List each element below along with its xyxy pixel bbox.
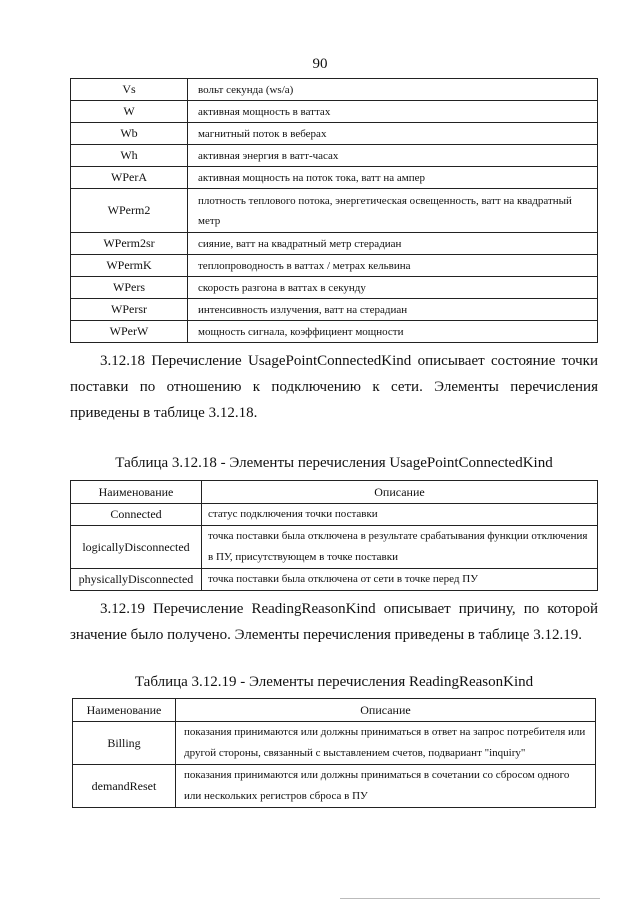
table-row (71, 255, 598, 277)
paragraph-3-12-19 (70, 596, 598, 648)
enum-description: показания принимаются или должны приниматься в ответ на запрос потребителя или другой стороны, связанный с выставлением счетов, подвариант "inquiry" (176, 722, 596, 765)
unit-description: сияние, ватт на квадратный метр стерадиан (188, 233, 598, 255)
table-row (73, 765, 596, 808)
table-row (71, 321, 598, 343)
table-row (71, 145, 598, 167)
unit-description: активная энергия в ватт-часах (188, 145, 598, 167)
unit-name: WPerA (71, 167, 188, 189)
unit-name: Wh (71, 145, 188, 167)
unit-name: W (71, 101, 188, 123)
column-header-description: Описание (176, 699, 596, 722)
unit-description: активная мощность на поток тока, ватт на ампер (188, 167, 598, 189)
table-row (71, 79, 598, 101)
unit-name: WPerm2 (71, 189, 188, 233)
table-row (71, 569, 598, 591)
enum-description: точка поставки была отключена в результате срабатывания функции отключения в ПУ, присутствующем в точке поставки (202, 526, 598, 569)
table-header-row (73, 699, 596, 722)
table-row (71, 189, 598, 233)
unit-name: Wb (71, 123, 188, 145)
paragraph-text: 3.12.19 Перечисление ReadingReasonKind описывает причину, по которой значение было получено. Элементы перечисления приведены в таблице 3.12.19. (70, 601, 598, 643)
enum-name: demandReset (73, 765, 176, 808)
unit-description: вольт секунда (ws/a) (188, 79, 598, 101)
table-caption-3-12-18: Таблица 3.12.18 - Элементы перечисления UsagePointConnectedKind (115, 455, 553, 471)
unit-name: WPers (71, 277, 188, 299)
table-row (71, 167, 598, 189)
enum-name: logicallyDisconnected (71, 526, 202, 569)
unit-description: теплопроводность в ваттах / метрах кельвина (188, 255, 598, 277)
table-row (71, 101, 598, 123)
unit-description: магнитный поток в веберах (188, 123, 598, 145)
unit-description: интенсивность излучения, ватт на стерадиан (188, 299, 598, 321)
enum-description: статус подключения точки поставки (202, 504, 598, 526)
table-row (71, 526, 598, 569)
column-header-name: Наименование (73, 699, 176, 722)
unit-name: WPerW (71, 321, 188, 343)
paragraph-3-12-18 (70, 348, 598, 426)
unit-name: WPersr (71, 299, 188, 321)
unit-name: WPermK (71, 255, 188, 277)
table-row (71, 299, 598, 321)
unit-description: мощность сигнала, коэффициент мощности (188, 321, 598, 343)
enum-name: physicallyDisconnected (71, 569, 202, 591)
table-row (73, 722, 596, 765)
column-header-name: Наименование (71, 481, 202, 504)
unit-description: плотность теплового потока, энергетическая освещенность, ватт на квадратный метр (188, 189, 598, 233)
column-header-description: Описание (202, 481, 598, 504)
enum-name: Connected (71, 504, 202, 526)
table-row (71, 277, 598, 299)
unit-name: Vs (71, 79, 188, 101)
table-row (71, 504, 598, 526)
paragraph-text: 3.12.18 Перечисление UsagePointConnectedKind описывает состояние точки поставки по отношению к подключению к сети. Элементы перечисления приведены в таблице 3.12.18. (70, 353, 598, 421)
table-row (71, 123, 598, 145)
enum-description: показания принимаются или должны приниматься в сочетании со сбросом одного или нескольких регистров сброса в ПУ (176, 765, 596, 808)
units-table (70, 78, 598, 343)
page-number: 90 (312, 56, 328, 72)
table-caption-3-12-19: Таблица 3.12.19 - Элементы перечисления ReadingReasonKind (134, 674, 534, 690)
unit-description: активная мощность в ваттах (188, 101, 598, 123)
unit-name: WPerm2sr (71, 233, 188, 255)
enum-description: точка поставки была отключена от сети в точке перед ПУ (202, 569, 598, 591)
table-header-row (71, 481, 598, 504)
reading-reason-kind-table (72, 698, 596, 808)
enum-name: Billing (73, 722, 176, 765)
unit-description: скорость разгона в ваттах в секунду (188, 277, 598, 299)
table-row (71, 233, 598, 255)
page-bottom-edge (340, 898, 600, 899)
usage-point-connected-kind-table (70, 480, 598, 591)
